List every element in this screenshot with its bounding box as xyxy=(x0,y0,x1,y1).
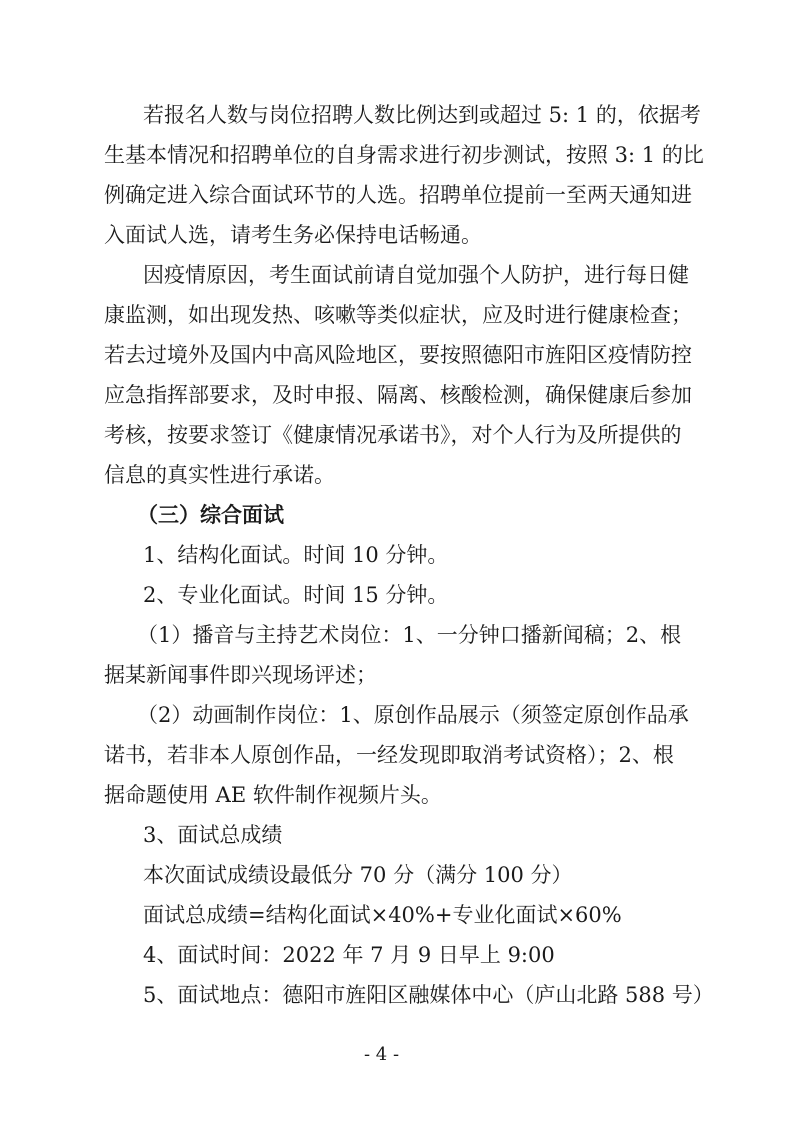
paragraph-2-line-1: 因疫情原因，考生面试前请自觉加强个人防护，进行每日健 xyxy=(143,263,689,287)
score-minimum: 本次面试成绩设最低分 70 分（满分 100 分） xyxy=(143,863,573,887)
sub-item-1-line-2: 据某新闻事件即兴现场评述； xyxy=(104,663,377,687)
sub-item-2-line-2: 诺书，若非本人原创作品，一经发现即取消考试资格）；2、根 xyxy=(104,743,674,767)
sub-item-2-line-3: 据命题使用 AE 软件制作视频片头。 xyxy=(104,783,442,807)
paragraph-1-line-1: 若报名人数与岗位招聘人数比例达到或超过 5: 1 的，依据考 xyxy=(143,103,701,127)
paragraph-2-line-4: 应急指挥部要求，及时申报、隔离、核酸检测，确保健康后参加 xyxy=(104,383,692,407)
paragraph-1-line-3: 例确定进入综合面试环节的人选。招聘单位提前一至两天通知进 xyxy=(104,183,692,207)
sub-item-1-line-1: （1）播音与主持艺术岗位：1、一分钟口播新闻稿；2、根 xyxy=(137,623,682,647)
paragraph-2-line-3: 若去过境外及国内中高风险地区，要按照德阳市旌阳区疫情防控 xyxy=(104,343,692,367)
item-1: 1、结构化面试。时间 10 分钟。 xyxy=(143,543,449,567)
paragraph-2-line-6: 信息的真实性进行承诺。 xyxy=(104,463,335,487)
sub-item-2-line-1: （2）动画制作岗位：1、原创作品展示（须签定原创作品承 xyxy=(137,703,689,727)
page-number: - 4 - xyxy=(364,1044,400,1065)
item-5-interview-location: 5、面试地点：德阳市旌阳区融媒体中心（庐山北路 588 号） xyxy=(143,983,714,1007)
score-formula: 面试总成绩=结构化面试×40%+专业化面试×60% xyxy=(143,903,622,927)
paragraph-1-line-2: 生基本情况和招聘单位的自身需求进行初步测试，按照 3: 1 的比 xyxy=(104,143,704,167)
item-4-interview-time: 4、面试时间：2022 年 7 月 9 日早上 9:00 xyxy=(143,943,555,967)
paragraph-1-line-4: 入面试人选，请考生务必保持电话畅通。 xyxy=(104,223,482,247)
paragraph-2-line-5: 考核，按要求签订《健康情况承诺书》，对个人行为及所提供的 xyxy=(104,423,682,447)
section-heading: （三）综合面试 xyxy=(137,502,284,527)
item-3: 3、面试总成绩 xyxy=(143,823,283,847)
paragraph-2-line-2: 康监测，如出现发热、咳嗽等类似症状，应及时进行健康检查； xyxy=(104,303,692,327)
item-2: 2、专业化面试。时间 15 分钟。 xyxy=(143,583,449,607)
